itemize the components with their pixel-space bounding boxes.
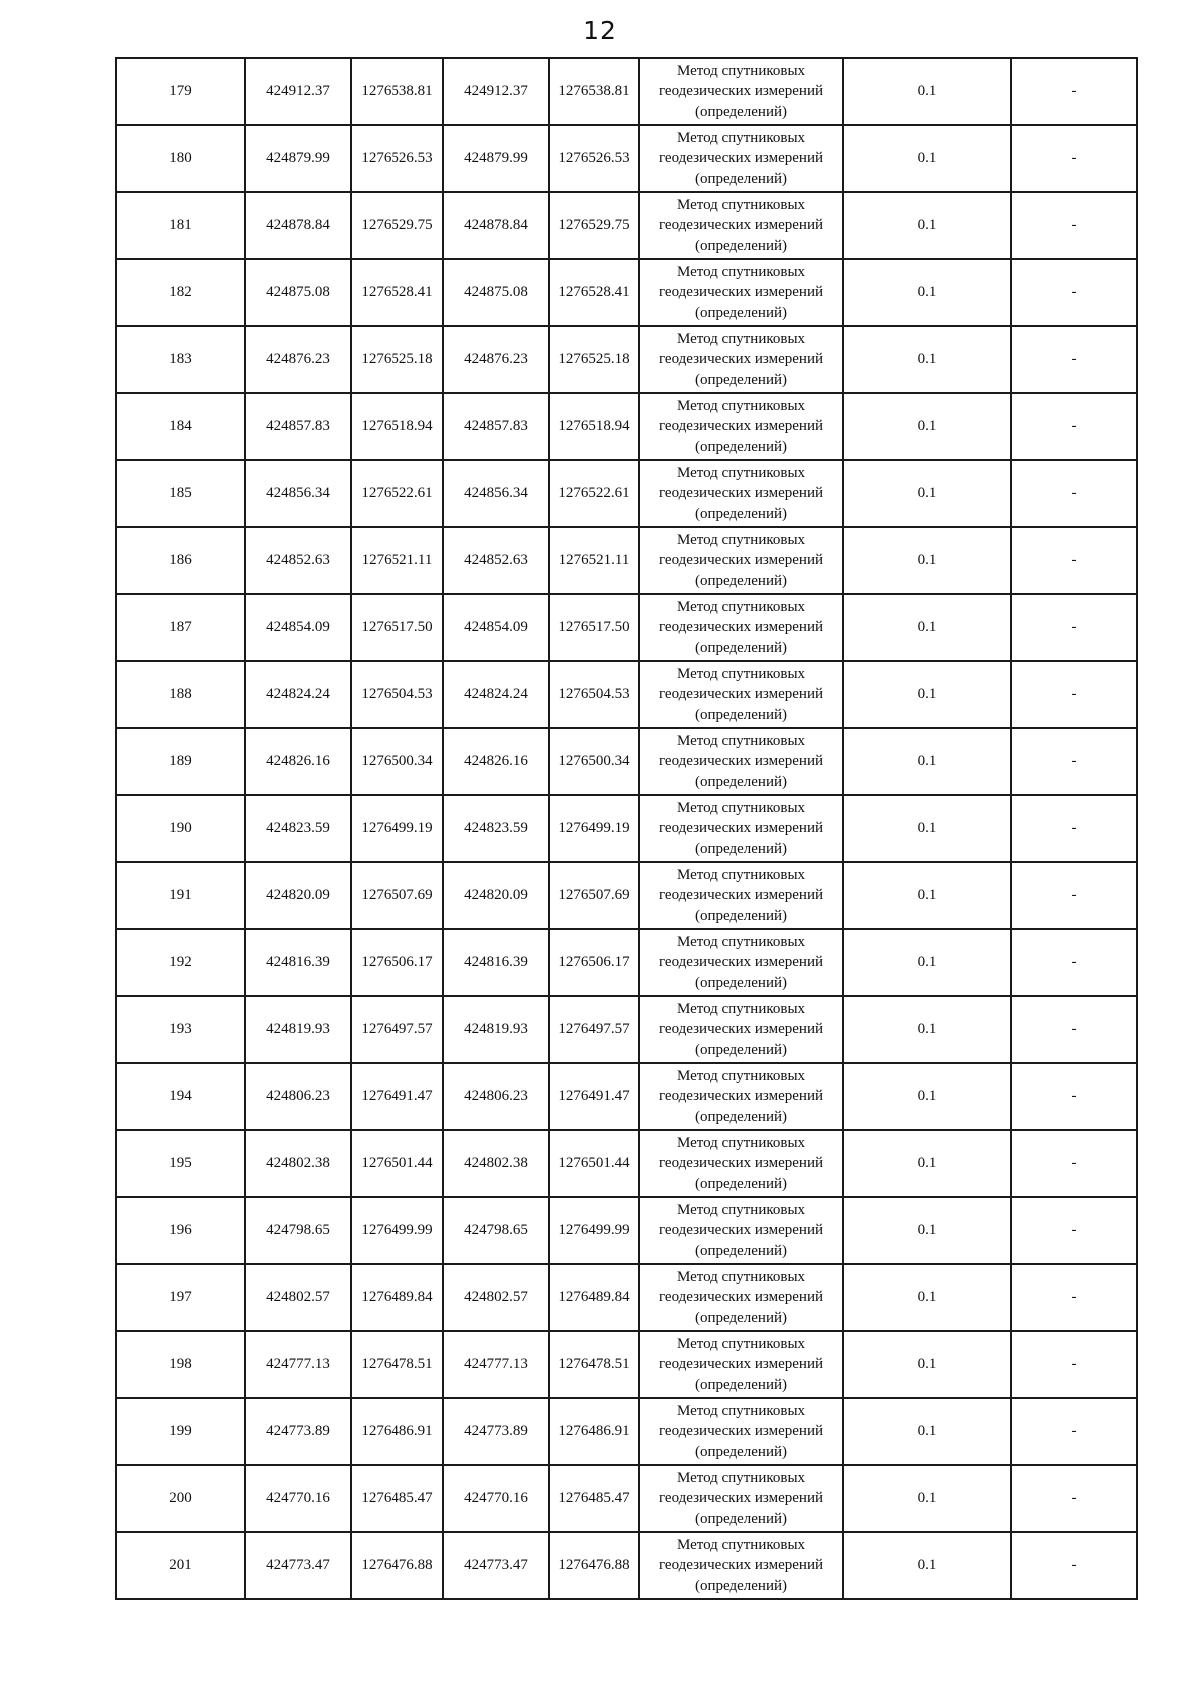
refined-x-cell: 424875.08 [443, 259, 549, 326]
method-line: геодезических измерений [658, 150, 824, 167]
point-number-cell: 181 [116, 192, 245, 259]
refined-x-cell: 424820.09 [443, 862, 549, 929]
method-line: Метод спутниковых [676, 1402, 806, 1419]
existing-x-cell: 424773.47 [245, 1532, 351, 1599]
existing-x-cell: 424876.23 [245, 326, 351, 393]
refined-y-cell: 1276491.47 [549, 1063, 639, 1130]
table-row [116, 1398, 1137, 1465]
refined-x-cell: 424802.57 [443, 1264, 549, 1331]
accuracy-cell: 0.1 [843, 125, 1011, 192]
existing-x-cell: 424777.13 [245, 1331, 351, 1398]
refined-y-cell: 1276486.91 [549, 1398, 639, 1465]
existing-y-cell: 1276500.34 [351, 728, 443, 795]
accuracy-cell: 0.1 [843, 929, 1011, 996]
note-cell: - [1011, 1331, 1137, 1398]
method-line: Метод спутниковых [676, 129, 806, 146]
point-number-cell: 185 [116, 460, 245, 527]
existing-x-cell: 424802.57 [245, 1264, 351, 1331]
existing-y-cell: 1276489.84 [351, 1264, 443, 1331]
point-number-cell: 193 [116, 996, 245, 1063]
refined-y-cell: 1276521.11 [549, 527, 639, 594]
method-line: (определений) [695, 1376, 787, 1393]
point-number-cell: 189 [116, 728, 245, 795]
method-line: Метод спутниковых [676, 62, 806, 79]
existing-x-cell: 424806.23 [245, 1063, 351, 1130]
point-number-cell: 197 [116, 1264, 245, 1331]
method-line: геодезических измерений [658, 954, 824, 971]
method-line: геодезических измерений [658, 887, 824, 904]
existing-x-cell: 424854.09 [245, 594, 351, 661]
method-cell [639, 1465, 843, 1532]
method-line: (определений) [695, 1510, 787, 1527]
method-line: геодезических измерений [658, 217, 824, 234]
refined-x-cell: 424824.24 [443, 661, 549, 728]
table-row [116, 527, 1137, 594]
accuracy-cell: 0.1 [843, 58, 1011, 125]
note-cell: - [1011, 1465, 1137, 1532]
method-line: геодезических измерений [658, 1423, 824, 1440]
note-cell: - [1011, 1532, 1137, 1599]
point-number-cell: 187 [116, 594, 245, 661]
method-line: геодезических измерений [658, 1356, 824, 1373]
note-cell: - [1011, 1264, 1137, 1331]
method-line: геодезических измерений [658, 1021, 824, 1038]
refined-y-cell: 1276529.75 [549, 192, 639, 259]
method-cell [639, 1063, 843, 1130]
point-number-cell: 201 [116, 1532, 245, 1599]
method-line: Метод спутниковых [676, 933, 806, 950]
existing-x-cell: 424770.16 [245, 1465, 351, 1532]
existing-x-cell: 424875.08 [245, 259, 351, 326]
method-cell [639, 594, 843, 661]
method-line: Метод спутниковых [676, 1134, 806, 1151]
existing-x-cell: 424857.83 [245, 393, 351, 460]
note-cell: - [1011, 460, 1137, 527]
refined-x-cell: 424798.65 [443, 1197, 549, 1264]
method-line: (определений) [695, 706, 787, 723]
method-line: (определений) [695, 974, 787, 991]
refined-x-cell: 424879.99 [443, 125, 549, 192]
note-cell: - [1011, 862, 1137, 929]
existing-y-cell: 1276525.18 [351, 326, 443, 393]
method-line: Метод спутниковых [676, 263, 806, 280]
refined-x-cell: 424826.16 [443, 728, 549, 795]
accuracy-cell: 0.1 [843, 393, 1011, 460]
method-cell [639, 1331, 843, 1398]
table-row [116, 326, 1137, 393]
existing-y-cell: 1276491.47 [351, 1063, 443, 1130]
existing-y-cell: 1276476.88 [351, 1532, 443, 1599]
method-line: Метод спутниковых [676, 1000, 806, 1017]
table-row [116, 1130, 1137, 1197]
note-cell: - [1011, 1197, 1137, 1264]
method-line: Метод спутниковых [676, 866, 806, 883]
method-cell [639, 862, 843, 929]
table-row [116, 661, 1137, 728]
accuracy-cell: 0.1 [843, 795, 1011, 862]
method-line: геодезических измерений [658, 820, 824, 837]
refined-y-cell: 1276500.34 [549, 728, 639, 795]
refined-x-cell: 424806.23 [443, 1063, 549, 1130]
method-line: геодезических измерений [658, 351, 824, 368]
existing-y-cell: 1276499.99 [351, 1197, 443, 1264]
method-cell [639, 393, 843, 460]
table-row [116, 1331, 1137, 1398]
refined-y-cell: 1276504.53 [549, 661, 639, 728]
method-line: (определений) [695, 371, 787, 388]
refined-y-cell: 1276526.53 [549, 125, 639, 192]
existing-x-cell: 424826.16 [245, 728, 351, 795]
method-cell [639, 326, 843, 393]
point-number-cell: 183 [116, 326, 245, 393]
method-cell [639, 58, 843, 125]
refined-y-cell: 1276499.99 [549, 1197, 639, 1264]
method-line: (определений) [695, 639, 787, 656]
refined-x-cell: 424876.23 [443, 326, 549, 393]
method-cell [639, 1398, 843, 1465]
method-line: Метод спутниковых [676, 1201, 806, 1218]
existing-x-cell: 424816.39 [245, 929, 351, 996]
table-row [116, 1264, 1137, 1331]
refined-x-cell: 424878.84 [443, 192, 549, 259]
table-row [116, 728, 1137, 795]
refined-y-cell: 1276499.19 [549, 795, 639, 862]
accuracy-cell: 0.1 [843, 1465, 1011, 1532]
existing-x-cell: 424773.89 [245, 1398, 351, 1465]
method-line: (определений) [695, 907, 787, 924]
note-cell: - [1011, 929, 1137, 996]
existing-x-cell: 424852.63 [245, 527, 351, 594]
table-row [116, 393, 1137, 460]
existing-y-cell: 1276478.51 [351, 1331, 443, 1398]
refined-x-cell: 424854.09 [443, 594, 549, 661]
note-cell: - [1011, 661, 1137, 728]
note-cell: - [1011, 1398, 1137, 1465]
existing-y-cell: 1276486.91 [351, 1398, 443, 1465]
method-line: (определений) [695, 1443, 787, 1460]
method-line: Метод спутниковых [676, 531, 806, 548]
accuracy-cell: 0.1 [843, 192, 1011, 259]
refined-y-cell: 1276518.94 [549, 393, 639, 460]
refined-x-cell: 424770.16 [443, 1465, 549, 1532]
refined-y-cell: 1276528.41 [549, 259, 639, 326]
table-row [116, 259, 1137, 326]
method-line: геодезических измерений [658, 753, 824, 770]
existing-y-cell: 1276529.75 [351, 192, 443, 259]
refined-y-cell: 1276525.18 [549, 326, 639, 393]
method-line: (определений) [695, 304, 787, 321]
accuracy-cell: 0.1 [843, 661, 1011, 728]
method-line: Метод спутниковых [676, 598, 806, 615]
note-cell: - [1011, 259, 1137, 326]
accuracy-cell: 0.1 [843, 1197, 1011, 1264]
method-line: геодезических измерений [658, 284, 824, 301]
refined-x-cell: 424857.83 [443, 393, 549, 460]
method-cell [639, 192, 843, 259]
existing-x-cell: 424879.99 [245, 125, 351, 192]
existing-y-cell: 1276526.53 [351, 125, 443, 192]
table-row [116, 58, 1137, 125]
refined-x-cell: 424912.37 [443, 58, 549, 125]
method-line: Метод спутниковых [676, 1067, 806, 1084]
method-line: (определений) [695, 1577, 787, 1594]
table-row [116, 929, 1137, 996]
method-line: Метод спутниковых [676, 1469, 806, 1486]
refined-y-cell: 1276507.69 [549, 862, 639, 929]
existing-y-cell: 1276501.44 [351, 1130, 443, 1197]
method-line: Метод спутниковых [676, 1335, 806, 1352]
method-line: геодезических измерений [658, 485, 824, 502]
refined-x-cell: 424823.59 [443, 795, 549, 862]
method-line: (определений) [695, 505, 787, 522]
method-cell [639, 795, 843, 862]
refined-x-cell: 424773.47 [443, 1532, 549, 1599]
accuracy-cell: 0.1 [843, 1063, 1011, 1130]
table-row [116, 1063, 1137, 1130]
accuracy-cell: 0.1 [843, 996, 1011, 1063]
note-cell: - [1011, 393, 1137, 460]
table-row [116, 996, 1137, 1063]
table-row [116, 795, 1137, 862]
method-line: (определений) [695, 170, 787, 187]
refined-x-cell: 424852.63 [443, 527, 549, 594]
refined-y-cell: 1276497.57 [549, 996, 639, 1063]
method-cell [639, 1130, 843, 1197]
table-row [116, 460, 1137, 527]
coordinates-table [115, 57, 1138, 1600]
table-row [116, 594, 1137, 661]
refined-y-cell: 1276522.61 [549, 460, 639, 527]
method-line: Метод спутниковых [676, 799, 806, 816]
method-line: (определений) [695, 773, 787, 790]
accuracy-cell: 0.1 [843, 862, 1011, 929]
note-cell: - [1011, 594, 1137, 661]
note-cell: - [1011, 527, 1137, 594]
method-cell [639, 125, 843, 192]
method-cell [639, 1197, 843, 1264]
accuracy-cell: 0.1 [843, 1130, 1011, 1197]
method-line: геодезических измерений [658, 1490, 824, 1507]
existing-x-cell: 424819.93 [245, 996, 351, 1063]
point-number-cell: 184 [116, 393, 245, 460]
method-cell [639, 929, 843, 996]
method-line: геодезических измерений [658, 83, 824, 100]
note-cell: - [1011, 58, 1137, 125]
existing-x-cell: 424912.37 [245, 58, 351, 125]
method-line: геодезических измерений [658, 1557, 824, 1574]
existing-y-cell: 1276528.41 [351, 259, 443, 326]
point-number-cell: 200 [116, 1465, 245, 1532]
method-line: геодезических измерений [658, 1222, 824, 1239]
method-line: (определений) [695, 572, 787, 589]
method-line: геодезических измерений [658, 552, 824, 569]
point-number-cell: 192 [116, 929, 245, 996]
note-cell: - [1011, 1063, 1137, 1130]
accuracy-cell: 0.1 [843, 259, 1011, 326]
method-line: Метод спутниковых [676, 330, 806, 347]
method-line: (определений) [695, 237, 787, 254]
method-line: геодезических измерений [658, 1289, 824, 1306]
point-number-cell: 188 [116, 661, 245, 728]
existing-x-cell: 424856.34 [245, 460, 351, 527]
point-number-cell: 182 [116, 259, 245, 326]
existing-x-cell: 424820.09 [245, 862, 351, 929]
table-body [116, 58, 1137, 1599]
method-line: Метод спутниковых [676, 397, 806, 414]
method-line: Метод спутниковых [676, 464, 806, 481]
method-line: (определений) [695, 438, 787, 455]
method-line: Метод спутниковых [676, 196, 806, 213]
existing-y-cell: 1276521.11 [351, 527, 443, 594]
existing-y-cell: 1276499.19 [351, 795, 443, 862]
table-row [116, 1532, 1137, 1599]
refined-y-cell: 1276485.47 [549, 1465, 639, 1532]
refined-y-cell: 1276501.44 [549, 1130, 639, 1197]
accuracy-cell: 0.1 [843, 527, 1011, 594]
method-cell [639, 661, 843, 728]
point-number-cell: 191 [116, 862, 245, 929]
accuracy-cell: 0.1 [843, 1532, 1011, 1599]
existing-y-cell: 1276504.53 [351, 661, 443, 728]
refined-x-cell: 424819.93 [443, 996, 549, 1063]
accuracy-cell: 0.1 [843, 460, 1011, 527]
table-row [116, 192, 1137, 259]
point-number-cell: 196 [116, 1197, 245, 1264]
method-line: геодезических измерений [658, 619, 824, 636]
method-line: (определений) [695, 1242, 787, 1259]
accuracy-cell: 0.1 [843, 326, 1011, 393]
refined-y-cell: 1276538.81 [549, 58, 639, 125]
method-line: геодезических измерений [658, 1088, 824, 1105]
method-cell [639, 527, 843, 594]
point-number-cell: 198 [116, 1331, 245, 1398]
note-cell: - [1011, 326, 1137, 393]
accuracy-cell: 0.1 [843, 1398, 1011, 1465]
existing-y-cell: 1276517.50 [351, 594, 443, 661]
table-row [116, 125, 1137, 192]
point-number-cell: 179 [116, 58, 245, 125]
refined-x-cell: 424856.34 [443, 460, 549, 527]
method-cell [639, 996, 843, 1063]
point-number-cell: 195 [116, 1130, 245, 1197]
refined-y-cell: 1276517.50 [549, 594, 639, 661]
method-line: (определений) [695, 1309, 787, 1326]
method-line: (определений) [695, 103, 787, 120]
note-cell: - [1011, 125, 1137, 192]
note-cell: - [1011, 996, 1137, 1063]
method-line: геодезических измерений [658, 686, 824, 703]
accuracy-cell: 0.1 [843, 728, 1011, 795]
refined-x-cell: 424777.13 [443, 1331, 549, 1398]
method-cell [639, 1532, 843, 1599]
point-number-cell: 190 [116, 795, 245, 862]
method-cell [639, 1264, 843, 1331]
note-cell: - [1011, 1130, 1137, 1197]
refined-x-cell: 424773.89 [443, 1398, 549, 1465]
method-line: Метод спутниковых [676, 732, 806, 749]
point-number-cell: 194 [116, 1063, 245, 1130]
page-number: 12 [583, 16, 617, 45]
method-line: геодезических измерений [658, 1155, 824, 1172]
existing-y-cell: 1276538.81 [351, 58, 443, 125]
refined-y-cell: 1276478.51 [549, 1331, 639, 1398]
point-number-cell: 180 [116, 125, 245, 192]
refined-y-cell: 1276476.88 [549, 1532, 639, 1599]
existing-y-cell: 1276506.17 [351, 929, 443, 996]
table-row [116, 862, 1137, 929]
existing-x-cell: 424878.84 [245, 192, 351, 259]
existing-x-cell: 424802.38 [245, 1130, 351, 1197]
accuracy-cell: 0.1 [843, 1331, 1011, 1398]
accuracy-cell: 0.1 [843, 1264, 1011, 1331]
existing-x-cell: 424824.24 [245, 661, 351, 728]
method-line: Метод спутниковых [676, 1268, 806, 1285]
refined-y-cell: 1276506.17 [549, 929, 639, 996]
table-row [116, 1465, 1137, 1532]
existing-y-cell: 1276518.94 [351, 393, 443, 460]
existing-y-cell: 1276522.61 [351, 460, 443, 527]
accuracy-cell: 0.1 [843, 594, 1011, 661]
method-line: геодезических измерений [658, 418, 824, 435]
method-line: Метод спутниковых [676, 1536, 806, 1553]
method-cell [639, 460, 843, 527]
existing-x-cell: 424823.59 [245, 795, 351, 862]
method-cell [639, 728, 843, 795]
method-line: (определений) [695, 840, 787, 857]
point-number-cell: 186 [116, 527, 245, 594]
refined-x-cell: 424802.38 [443, 1130, 549, 1197]
table-row [116, 1197, 1137, 1264]
method-line: (определений) [695, 1108, 787, 1125]
refined-y-cell: 1276489.84 [549, 1264, 639, 1331]
note-cell: - [1011, 192, 1137, 259]
method-line: (определений) [695, 1175, 787, 1192]
existing-y-cell: 1276485.47 [351, 1465, 443, 1532]
existing-y-cell: 1276497.57 [351, 996, 443, 1063]
point-number-cell: 199 [116, 1398, 245, 1465]
method-cell [639, 259, 843, 326]
method-line: (определений) [695, 1041, 787, 1058]
note-cell: - [1011, 795, 1137, 862]
method-line: Метод спутниковых [676, 665, 806, 682]
existing-x-cell: 424798.65 [245, 1197, 351, 1264]
note-cell: - [1011, 728, 1137, 795]
refined-x-cell: 424816.39 [443, 929, 549, 996]
existing-y-cell: 1276507.69 [351, 862, 443, 929]
